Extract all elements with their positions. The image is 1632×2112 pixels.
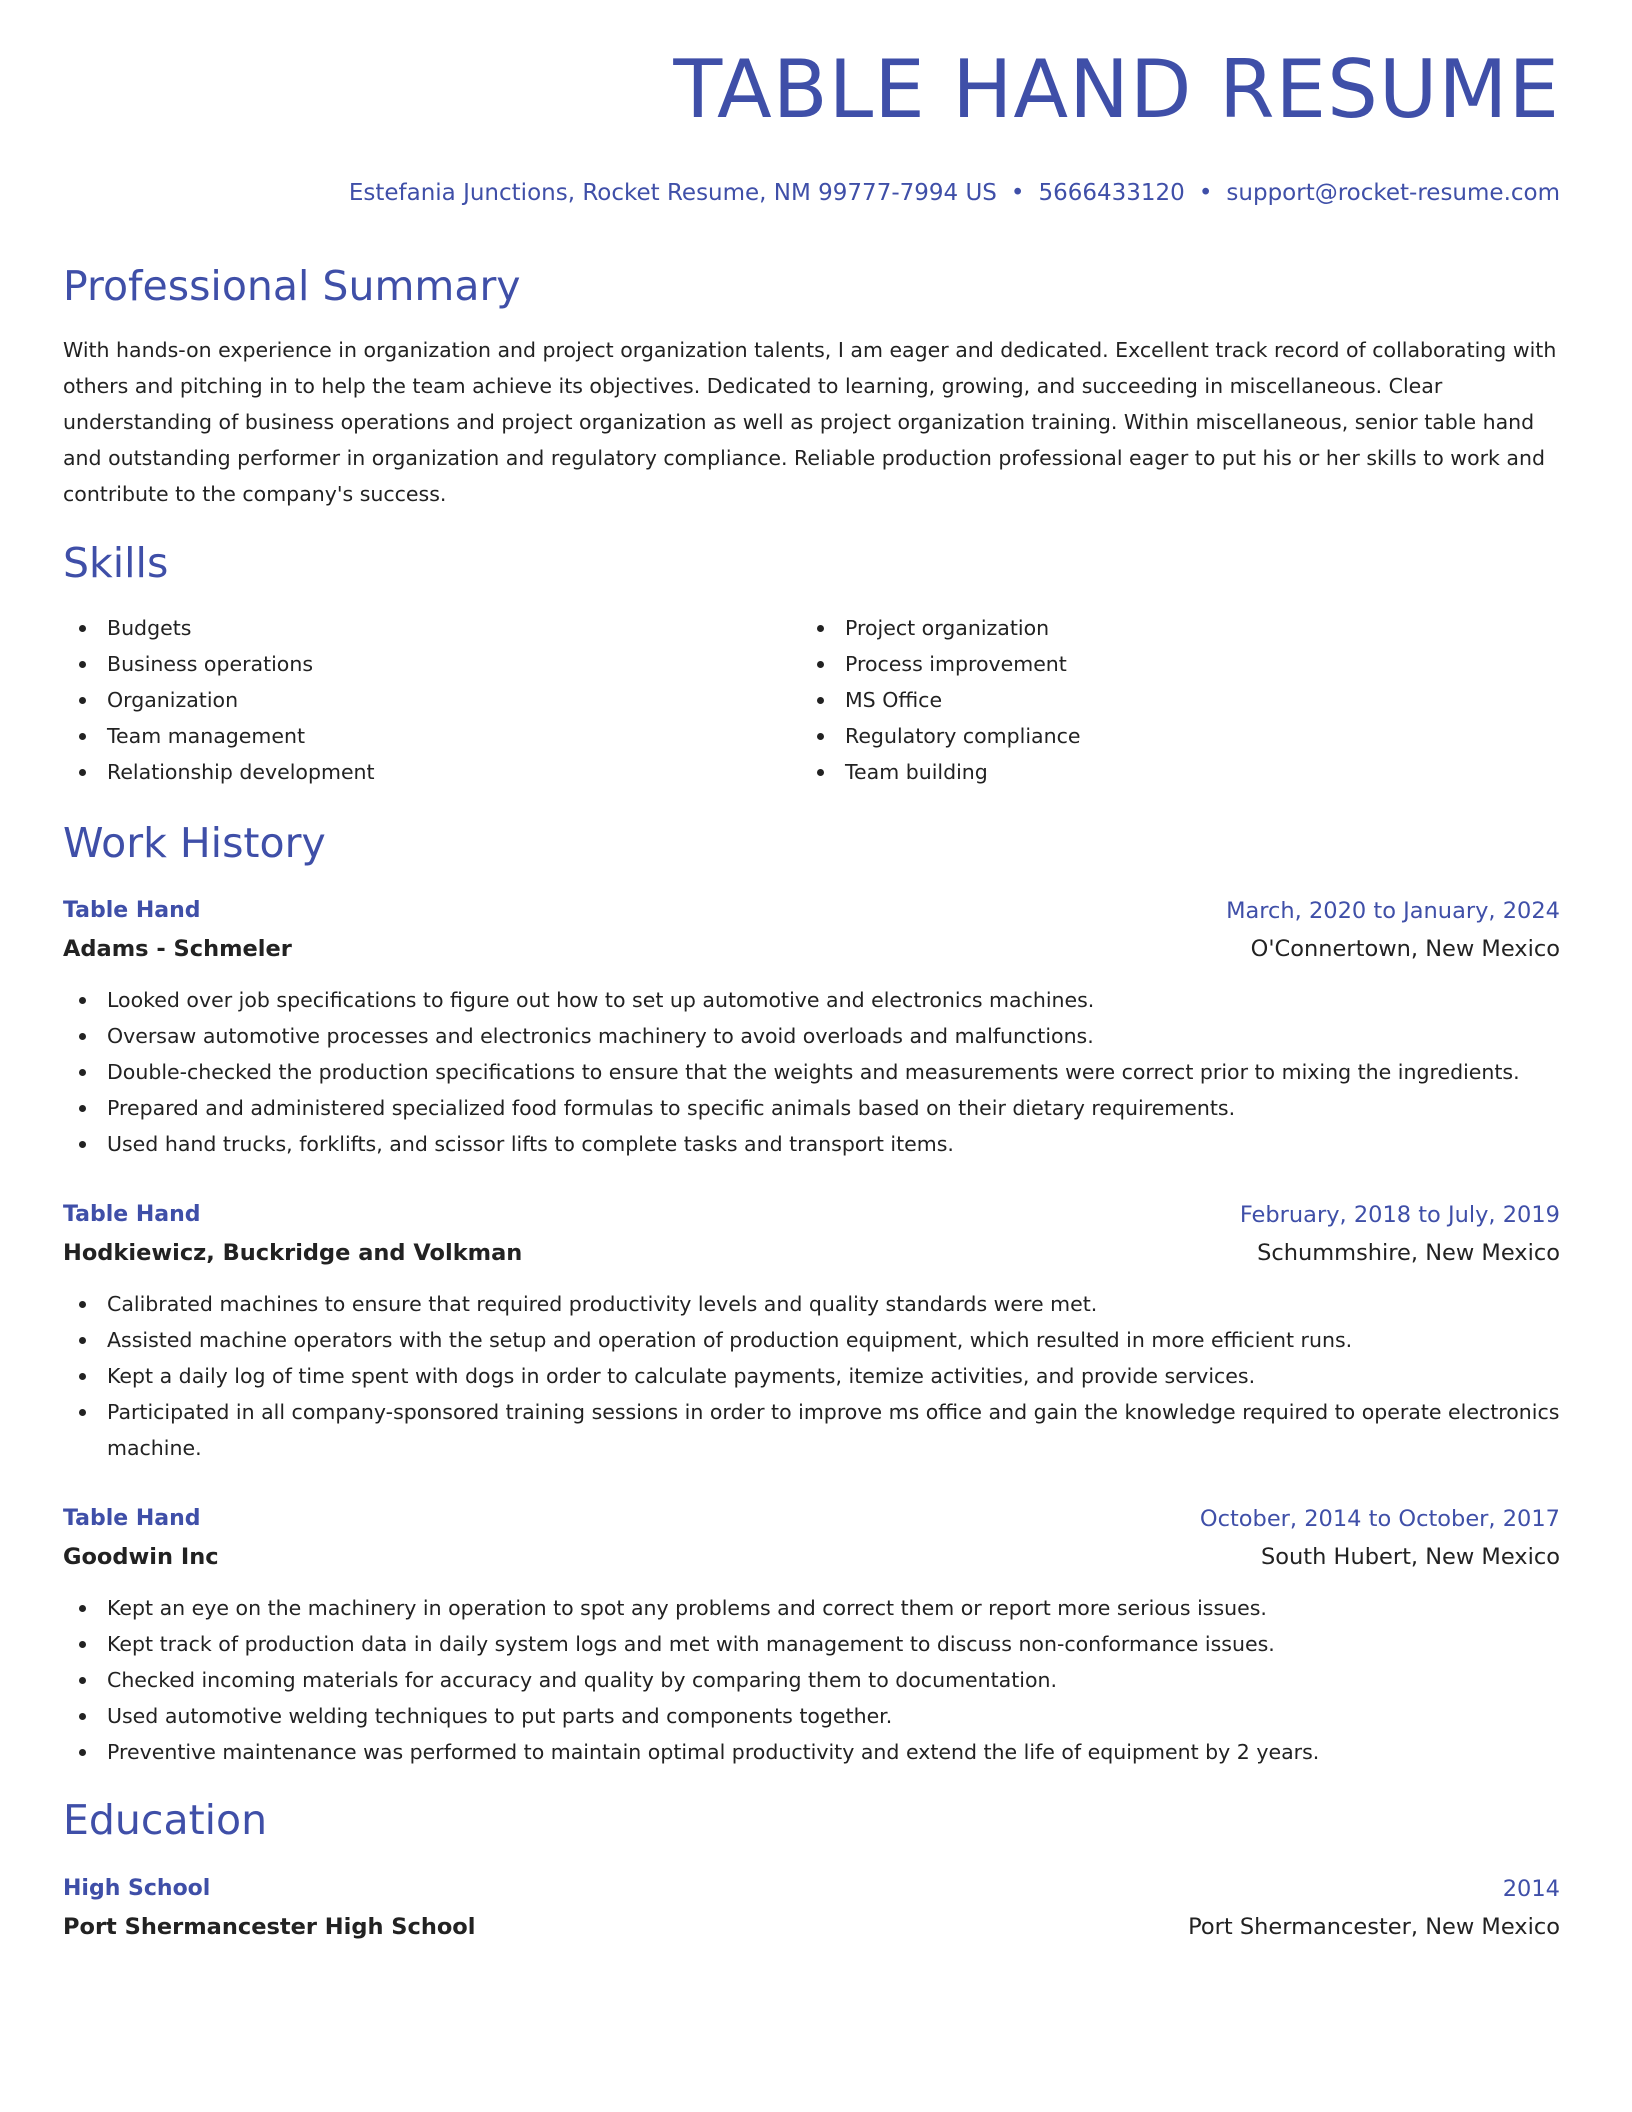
education-entry [63, 1870, 1560, 1946]
work-history-heading: Work History [63, 819, 326, 867]
job-bullet: Looked over job specifications to figure out how to set up automotive and electronics machines. [63, 982, 1560, 1018]
skill-item: Organization [63, 682, 763, 718]
skill-item: Team management [63, 718, 763, 754]
job-title-row [63, 1500, 1560, 1538]
education-degree: High School [63, 1876, 211, 1901]
skills-heading: Skills [63, 539, 169, 587]
job-bullet: Checked incoming materials for accuracy and quality by comparing them to documentation. [63, 1662, 1560, 1698]
resume-name: TABLE HAND RESUME [673, 43, 1560, 136]
education-school: Port Shermancester High School [63, 1914, 476, 1940]
contact-separator: • [1198, 180, 1213, 206]
job-bullet: Kept an eye on the machinery in operation to spot any problems and correct them or report more serious issues. [63, 1590, 1560, 1626]
contact-line [349, 180, 1560, 208]
job-bullet: Used automotive welding techniques to put parts and components together. [63, 1698, 1560, 1734]
job-role: Table Hand [63, 898, 201, 923]
job-dates: February, 2018 to July, 2019 [1239, 1202, 1560, 1228]
job-bullet: Kept track of production data in daily system logs and met with management to discuss non-conformance issues. [63, 1626, 1560, 1662]
job-employer-row [63, 930, 1560, 968]
job-location: Schummshire, New Mexico [1257, 1240, 1560, 1266]
skills-list-right [801, 610, 1501, 790]
summary-heading: Professional Summary [63, 262, 521, 310]
job-location: O'Connertown, New Mexico [1250, 936, 1560, 962]
job-bullet: Oversaw automotive processes and electronics machinery to avoid overloads and malfunctions. [63, 1018, 1560, 1054]
contact-address: Estefania Junctions, Rocket Resume, NM 99777-7994 US [348, 180, 997, 206]
skill-item: Project organization [801, 610, 1501, 646]
education-school-row [63, 1908, 1560, 1946]
summary-text: With hands-on experience in organization and project organization talents, I am eager and dedicated. Excellent track record of collaborating with others and pitching in to help the team achieve its objectives. Dedicated to learning, growing, and succeeding in miscellaneous. Clear understanding of business operations and project organization as well as project organization training. Within miscellaneous, senior table hand and outstanding performer in organization and regulatory compliance. Reliable production professional eager to put his or her skills to work and contribute to the company's success. [63, 338, 1557, 506]
job-company: Hodkiewicz, Buckridge and Volkman [63, 1240, 523, 1266]
job-bullet: Assisted machine operators with the setup and operation of production equipment, which resulted in more efficient runs. [63, 1322, 1560, 1358]
contact-phone: 5666433120 [1038, 180, 1185, 206]
job-dates: October, 2014 to October, 2017 [1199, 1506, 1560, 1532]
job-bullet: Participated in all company-sponsored training sessions in order to improve ms office and gain the knowledge required to operate electronics machine. [63, 1394, 1560, 1466]
job-employer-row [63, 1234, 1560, 1272]
job-entry [63, 1196, 1560, 1466]
skill-item: Regulatory compliance [801, 718, 1501, 754]
skills-list-left [63, 610, 763, 790]
education-title-row [63, 1870, 1560, 1908]
job-employer-row [63, 1538, 1560, 1576]
education-location: Port Shermancester, New Mexico [1188, 1914, 1560, 1940]
education-year: 2014 [1502, 1876, 1560, 1902]
job-bullet: Preventive maintenance was performed to maintain optimal productivity and extend the life of equipment by 2 years. [63, 1734, 1560, 1770]
job-bullet: Used hand trucks, forklifts, and scissor lifts to complete tasks and transport items. [63, 1126, 1560, 1162]
job-entry [63, 1500, 1560, 1770]
education-heading: Education [63, 1796, 268, 1844]
job-location: South Hubert, New Mexico [1260, 1544, 1560, 1570]
job-role: Table Hand [63, 1506, 201, 1531]
contact-email[interactable]: support@rocket-resume.com [1226, 180, 1560, 206]
job-entry [63, 892, 1560, 1162]
job-bullet: Double-checked the production specifications to ensure that the weights and measurements were correct prior to mixing the ingredients. [63, 1054, 1560, 1090]
job-title-row [63, 1196, 1560, 1234]
contact-separator: • [1010, 180, 1025, 206]
skill-item: MS Office [801, 682, 1501, 718]
skill-item: Budgets [63, 610, 763, 646]
job-bullets [63, 1286, 1560, 1466]
job-bullet: Prepared and administered specialized food formulas to specific animals based on their dietary requirements. [63, 1090, 1560, 1126]
job-role: Table Hand [63, 1202, 201, 1227]
job-bullets [63, 1590, 1560, 1770]
skill-item: Relationship development [63, 754, 763, 790]
job-bullet: Kept a daily log of time spent with dogs in order to calculate payments, itemize activities, and provide services. [63, 1358, 1560, 1394]
skill-item: Team building [801, 754, 1501, 790]
job-dates: March, 2020 to January, 2024 [1226, 898, 1560, 924]
skill-item: Business operations [63, 646, 763, 682]
job-title-row [63, 892, 1560, 930]
job-bullets [63, 982, 1560, 1162]
skill-item: Process improvement [801, 646, 1501, 682]
job-company: Adams - Schmeler [63, 936, 292, 962]
job-company: Goodwin Inc [63, 1544, 219, 1570]
job-bullet: Calibrated machines to ensure that required productivity levels and quality standards were met. [63, 1286, 1560, 1322]
